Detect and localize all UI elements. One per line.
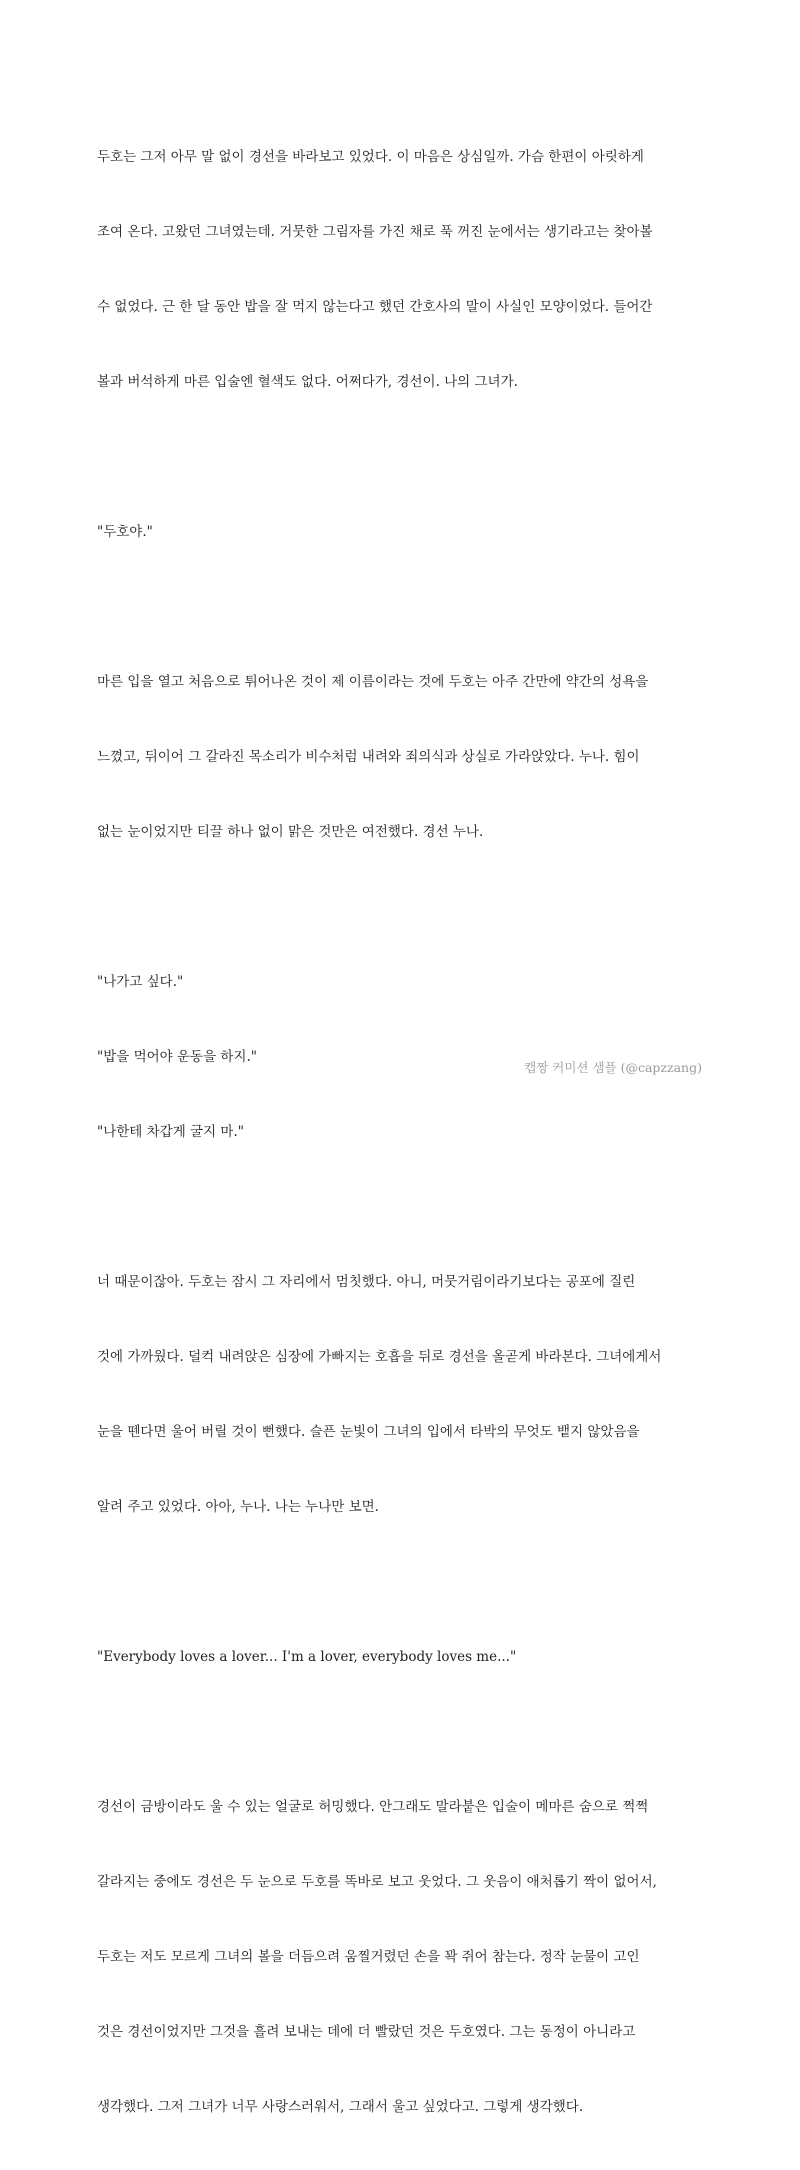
text-line: "나가고 싶다." [97, 974, 184, 990]
text-line: 조여 온다. 고왔던 그녀였는데. 거뭇한 그림자를 가진 채로 푹 꺼진 눈에서는 생기라고는 찾아볼 [97, 224, 653, 240]
text-line: 두호는 그저 아무 말 없이 경선을 바라보고 있었다. 이 마음은 상심일까. 가슴 한편이 아릿하게 [97, 149, 644, 165]
lyric-quote [97, 1595, 707, 1720]
text-line: 없는 눈이었지만 티끌 하나 없이 맑은 것만은 여전했다. 경선 누나. [97, 824, 484, 840]
paragraph-2 [97, 620, 707, 895]
text-line: "두호야." [97, 524, 153, 540]
text-line: 볼과 버석하게 마른 입술엔 혈색도 없다. 어쩌다가, 경선이. 나의 그녀가. [97, 374, 518, 390]
document-body [97, 95, 707, 2170]
text-line: 것은 경선이었지만 그것을 흘려 보내는 데에 더 빨랐던 것은 두호였다. 그는 동정이 아니라고 [97, 2024, 636, 2040]
paragraph-3 [97, 1220, 707, 1570]
text-line: 두호는 저도 모르게 그녀의 볼을 더듬으려 움찔거렸던 손을 꽉 쥐어 참는다. 정작 눈물이 고인 [97, 1949, 640, 1965]
text-line: 알려 주고 있었다. 아아, 누나. 나는 누나만 보면. [97, 1499, 379, 1515]
text-line: 너 때문이잖아. 두호는 잠시 그 자리에서 멈칫했다. 아니, 머뭇거림이라기보다는 공포에 질린 [97, 1274, 636, 1290]
text-line: 생각했다. 그저 그녀가 너무 사랑스러워서, 그래서 울고 싶었다고. 그렇게 생각했다. [97, 2099, 584, 2115]
text-line: 마른 입을 열고 처음으로 튀어나온 것이 제 이름이라는 것에 두호는 아주 간만에 약간의 성욕을 [97, 674, 649, 690]
text-line: 느꼈고, 뒤이어 그 갈라진 목소리가 비수처럼 내려와 죄의식과 상실로 가라앉았다. 누나. 힘이 [97, 749, 640, 765]
text-line: 수 없었다. 근 한 달 동안 밥을 잘 먹지 않는다고 했던 간호사의 말이 사실인 모양이었다. 들어간 [97, 299, 653, 315]
text-line: "나한테 차갑게 굴지 마." [97, 1124, 244, 1140]
text-line: 눈을 뗀다면 울어 버릴 것이 뻔했다. 슬픈 눈빛이 그녀의 입에서 타박의 무엇도 뱉지 않았음을 [97, 1424, 640, 1440]
paragraph-1 [97, 95, 707, 445]
footer-credit: 캡짱 커미션 샘플 (@capzzang) [524, 1060, 702, 1075]
text-line: "밥을 먹어야 운동을 하지." [97, 1049, 257, 1065]
text-line: 경선이 금방이라도 울 수 있는 얼굴로 허밍했다. 안그래도 말라붙은 입술이 메마른 숨으로 쩍쩍 [97, 1799, 649, 1815]
paragraph-4 [97, 1745, 707, 2170]
text-line: 갈라지는 중에도 경선은 두 눈으로 두호를 똑바로 보고 웃었다. 그 웃음이 애처롭기 짝이 없어서, [97, 1874, 657, 1890]
dialogue-1 [97, 470, 707, 595]
text-line: 것에 가까웠다. 덜컥 내려앉은 심장에 가빠지는 호흡을 뒤로 경선을 올곧게 바라본다. 그녀에게서 [97, 1349, 662, 1365]
text-line: "Everybody loves a lover... I'm a lover, everybody loves me..." [97, 1649, 517, 1665]
